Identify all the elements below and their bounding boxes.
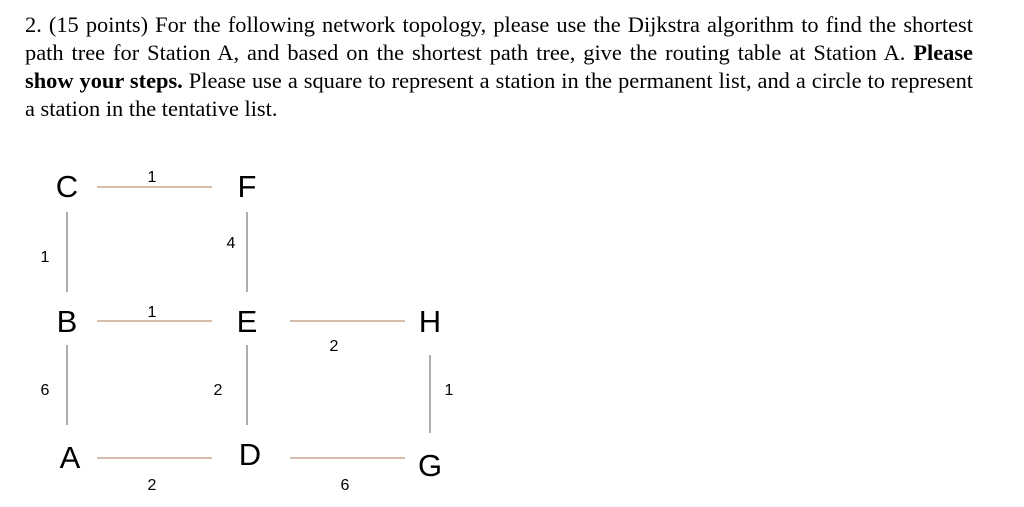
- node-d: D: [238, 437, 262, 472]
- weight-a-d: 2: [147, 477, 157, 494]
- node-f: F: [237, 169, 257, 204]
- weight-c-f: 1: [147, 169, 157, 186]
- weight-e-h: 2: [329, 338, 339, 355]
- weight-f-e: 4: [226, 235, 236, 252]
- weight-h-g: 1: [444, 382, 454, 399]
- question-emphasis: Please show your steps.: [25, 40, 973, 93]
- question-intro: 2. (15 points) For the following network topology, please use the Dijkstra algorithm to find the shortest path tree for Station A, and based on the shortest path tree, give the routing table at Station A.: [25, 12, 973, 65]
- node-a: A: [59, 440, 81, 475]
- weight-b-e: 1: [147, 304, 157, 321]
- nodes: [56, 169, 442, 483]
- node-h: H: [418, 304, 442, 339]
- node-g: G: [417, 448, 443, 483]
- weight-b-a: 6: [40, 382, 50, 399]
- node-e: E: [236, 304, 258, 339]
- weight-e-d: 2: [213, 382, 223, 399]
- weight-d-g: 6: [340, 477, 350, 494]
- question-instructions: Please use a square to represent a station in the permanent list, and a circle to represent a station in the tentative list.: [25, 68, 973, 121]
- node-c: C: [55, 169, 79, 204]
- node-b: B: [56, 304, 78, 339]
- weight-c-b: 1: [40, 249, 50, 266]
